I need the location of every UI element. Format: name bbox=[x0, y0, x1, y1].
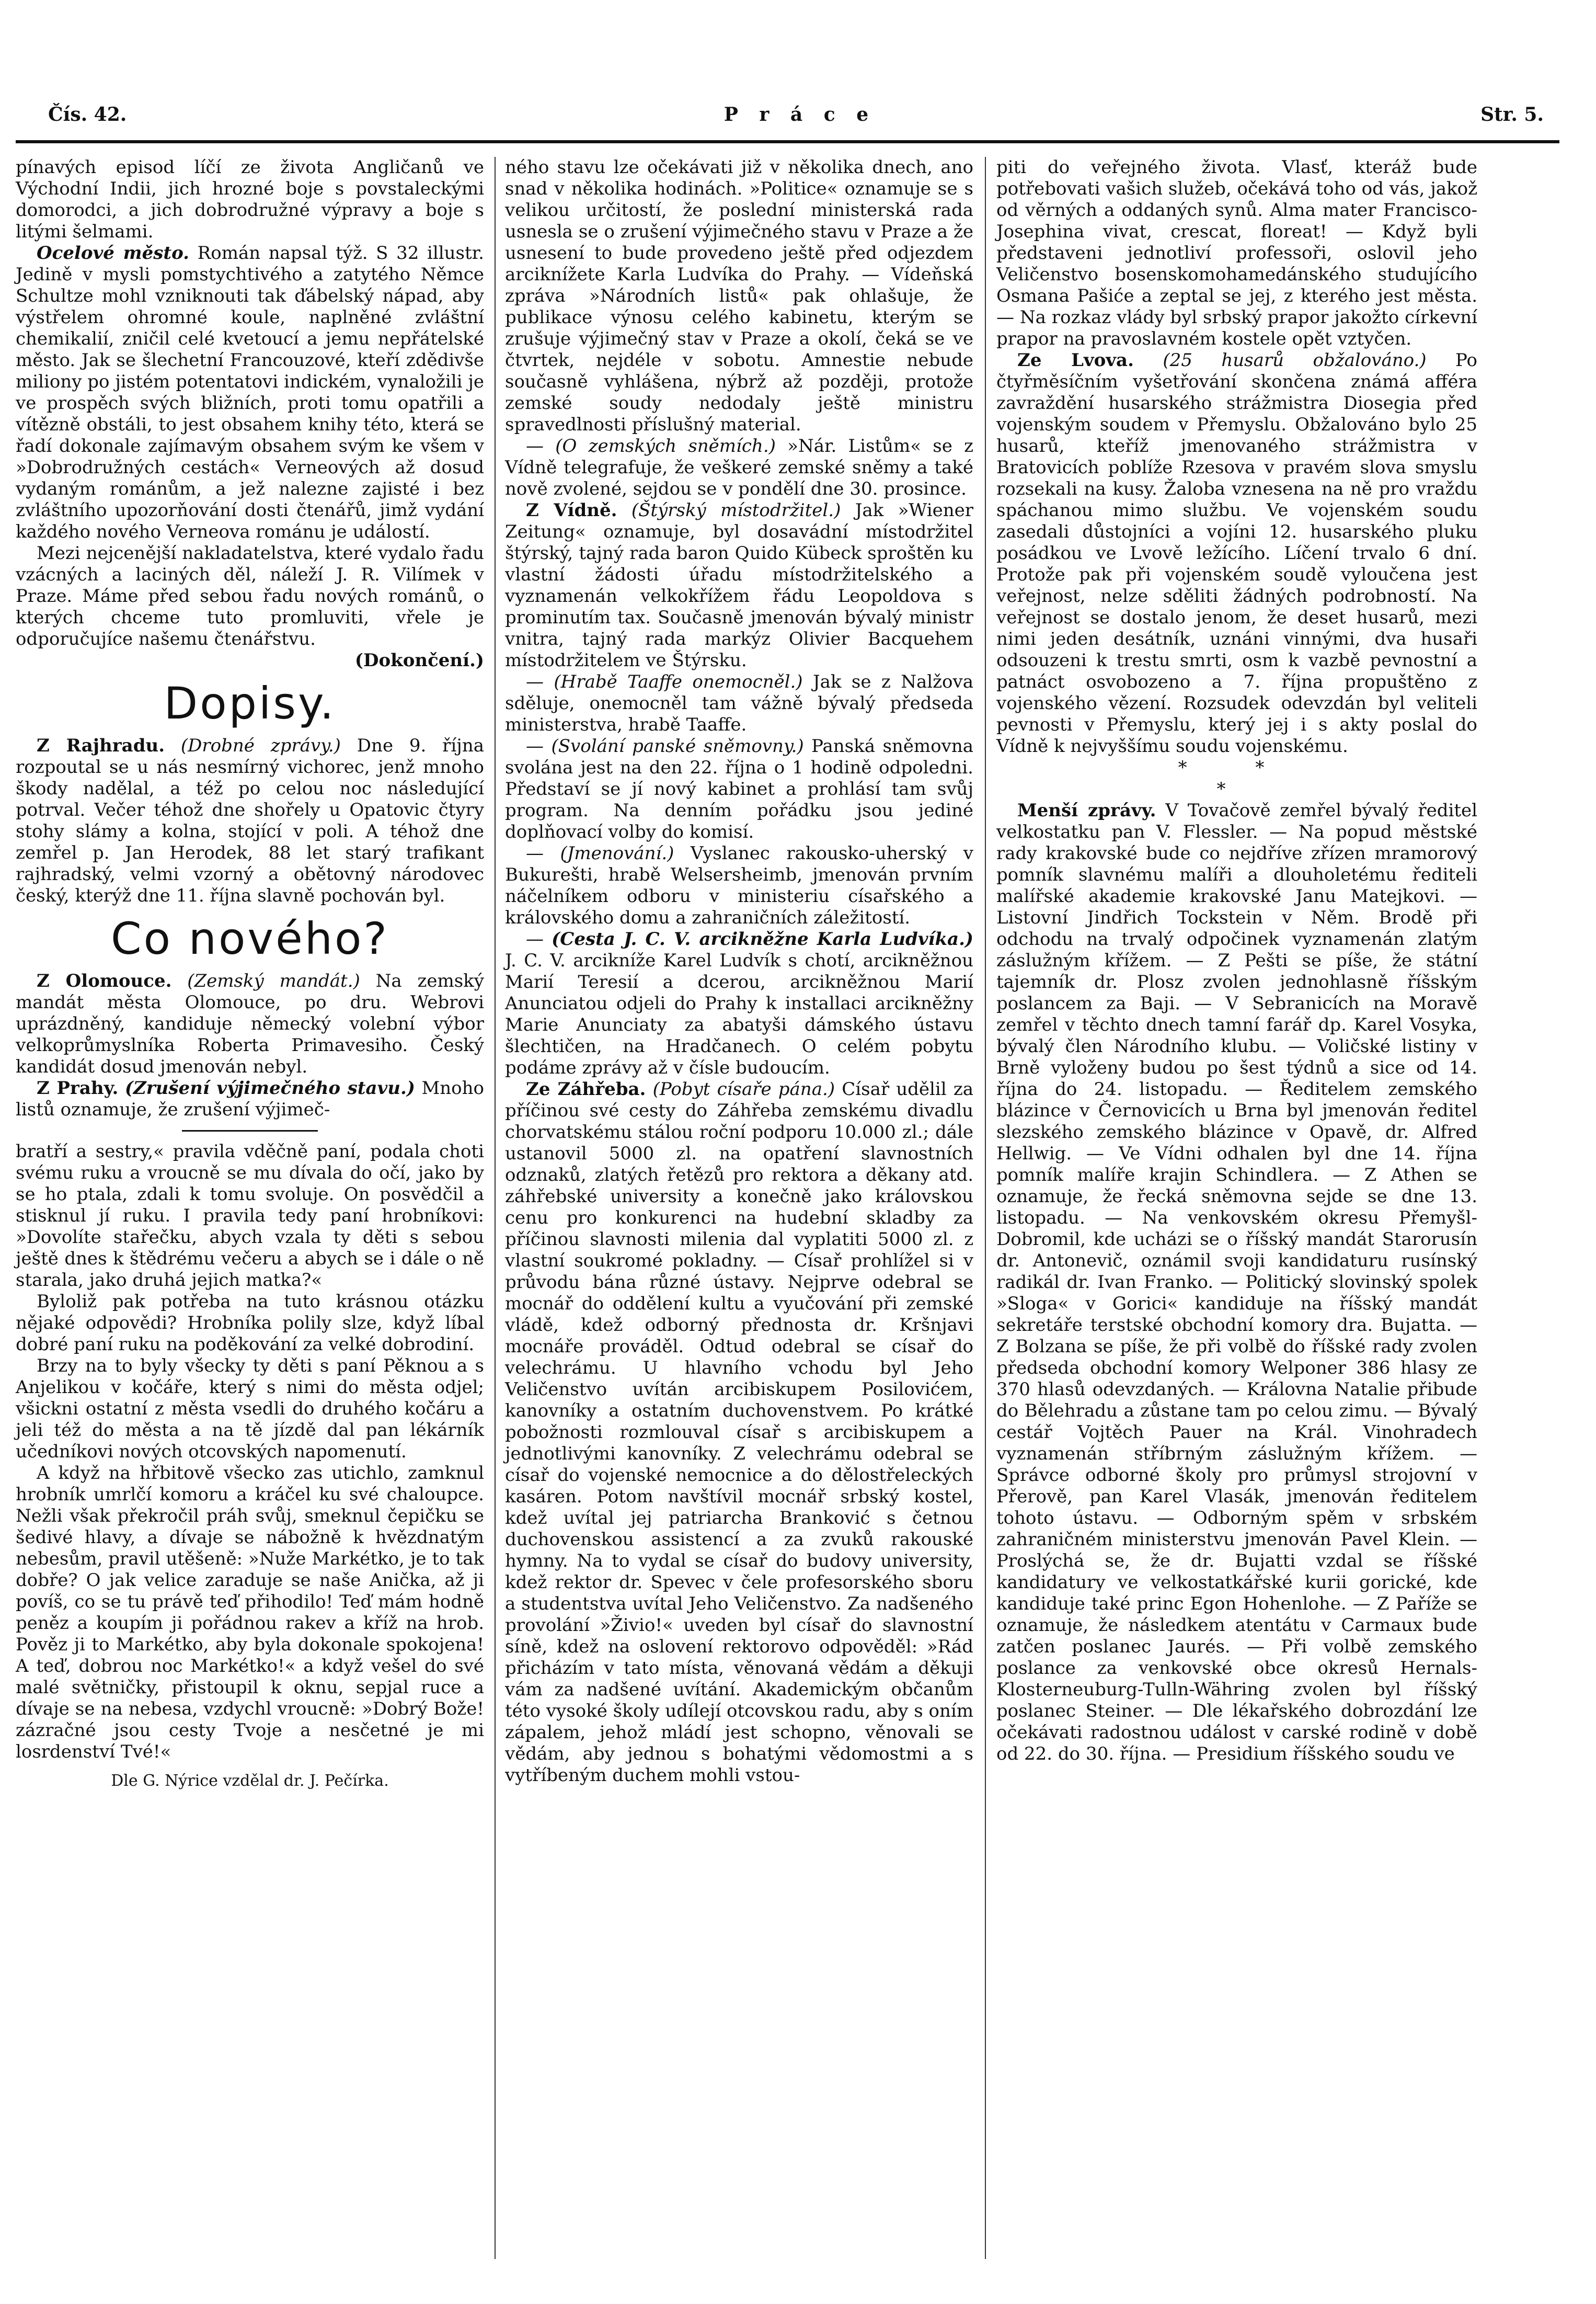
item-subtitle: (Pobyt císaře pána.) bbox=[652, 1079, 835, 1100]
continued-note: (Dokončení.) bbox=[354, 650, 484, 671]
article-paragraph bbox=[16, 243, 484, 543]
item-subtitle: (Zemský mandát.) bbox=[187, 971, 360, 991]
news-item bbox=[505, 500, 973, 671]
article-paragraph: pínavých episod líčí ze života Angličanů ve Východní Indii, jich hrozné boje s povstaleckými domorodci, a jich dobrodružné výpravy a boje s litými šelmami. bbox=[16, 157, 484, 242]
place-label: Z Rajhradu. bbox=[37, 735, 165, 756]
item-text: J. C. V. arcikníže Karel Ludvík s chotí, arcikněžnou Marií Teresií a dcerou, arcikněžnou Marií Anunciatou odjeli do Prahy k installaci arcikněžny Marie Anunciaty za abatyši dámského ústavu šlechtičen, na Hradčanech. O celém pobytu podáme zprávy až v čísle budoucím. bbox=[505, 950, 973, 1078]
story-paragraph: Brzy na to byly všecky ty děti s paní Pěknou a s Anjelikou v kočáře, který s nimi do města odjel; všickni ostatní z města vsedli do druhého kočáru a jeli též do města a na tě jízdě dal pan lékárník učedníkovi nových otcovských napomenutí. bbox=[16, 1355, 484, 1462]
news-item: — (Cesta J. C. V. arcikněžne Karla Ludvíka.) J. C. V. arcikníže Karel Ludvík s chotí, arcikněžnou Marií Teresií a dcerou, arcikněžnou Marií Anunciatou odjeli do Prahy k installaci arcikněžny Marie Anunciaty za abatyši dámského ústavu šlechtičen, na Hradčanech. O celém pobytu podáme zprávy až v čísle budoucím. bbox=[505, 929, 973, 1078]
news-item: — (Svolání panské sněmovny.) Panská sněmovna svolána jest na den 22. října o 1 hodině odpoledni. Představí se jí nový kabinet a prohlásí tam svůj program. Na denním pořádku jsou jediné doplňovací volby do komisí. bbox=[505, 736, 974, 842]
story-attribution: Dle G. Nýrice vzdělal dr. J. Pečírka. bbox=[111, 1772, 389, 1790]
item-subtitle: (Štýrský místodržitel.) bbox=[631, 500, 841, 521]
item-text: Mnoho listů oznamuje, že zrušení výjimeč- bbox=[16, 1078, 485, 1120]
column-3 bbox=[996, 157, 1477, 1765]
item-subtitle: (Svolání panské sněmovny.) bbox=[551, 736, 804, 757]
book-title: Ocelové město. bbox=[37, 243, 189, 264]
news-item bbox=[505, 1079, 973, 1786]
place-label: Ze Lvova. bbox=[1017, 350, 1134, 371]
item-subtitle: (Cesta J. C. V. arcikněžne Karla Ludvíka.) bbox=[552, 929, 973, 950]
item-subtitle: (O zemských sněmích.) bbox=[555, 436, 776, 457]
news-item bbox=[16, 971, 484, 1078]
item-text: Na zemský mandát města Olomouce, po dru. Webrovi uprázdněný, kandiduje německý volební výbor velkoprůmyslníka Roberta Primavesiho. Český kandidát dosud jmenován nebyl. bbox=[16, 971, 484, 1077]
news-item bbox=[996, 350, 1477, 757]
section-heading-co-noveho: Co nového? bbox=[111, 913, 389, 964]
item-text: Panská sněmovna svolána jest na den 22. října o 1 hodině odpoledni. Představí se jí nový kabinet a prohlásí tam svůj program. Na denním pořádku jsou jediné doplňovací volby do komisí. bbox=[505, 736, 974, 842]
item-subtitle: (Drobné zprávy.) bbox=[180, 735, 341, 756]
article-paragraph: Mezi nejcenější nakladatelstva, které vydalo řadu vzácných a laciných děl, náleží J. R. Vilímek v Praze. Máme před sebou řadu nových románů, o kterých chceme tuto promluviti, vřele je odporučujíce našemu čtenářstvu. bbox=[16, 543, 484, 649]
place-label: Z Prahy. bbox=[37, 1078, 119, 1099]
item-text: Jak »Wiener Zeitung« oznamuje, byl dosavádní místodržitel štýrský, tajný rada baron Quido Kübeck sproštěn ku vlastní žádosti úřadu místodržitelského a vyznamenán velkokřížem řádu Leopoldova s prominutím tax. Současně jmenován bývalý ministr vnitra, tajný rada markýz Olivier Bacquehem místodržitelem ve Štýrsku. bbox=[505, 500, 973, 671]
masthead-title: P r á c e bbox=[724, 104, 876, 126]
column-1 bbox=[16, 157, 484, 1792]
news-item: — (Hrabě Taaffe onemocněl.) Jak se z Nalžova sděluje, onemocněl tam vážně bývalý předseda ministerstva, hrabě Taaffe. bbox=[505, 671, 973, 735]
item-text: Po čtyřměsíčním vyšetřování skončena známá afféra zavraždění husarského strážmistra Diosegia před vojenským soudem v Přemyslu. Obžalováno bylo 25 husarů, kteříž jmenovaného strážmistra v Bratovicích poblíže Rzesova v pravém slova smyslu rozsekali na kusy. Žaloba vznesena na ně pro vraždu spáchanou mimo službu. Ve vojenském soudu zasedali důstojníci a vojíni 12. husarského pluku posádkou ve Lvově ležícího. Líčení trvalo 6 dní. Protože pak při vojenském soudě vyloučena jest veřejnost, nelze sděliti žádných podrobností. Na veřejnost se dostalo jenom, že deset husarů, mezi nimi jeden desátník, uznáni vinnými, dva husaři odsouzeni k trestu smrti, osm k vazbě pevnostní a patnáct osvobozeno a 7. října propuštěno z vojenského vězení. Rozsudek odevzdán byl veliteli pevnosti v Přemyslu, který jej i s akty poslal do Vídně k nejvyššímu soudu vojenskému. bbox=[996, 350, 1478, 757]
column-divider-2 bbox=[985, 157, 986, 2259]
place-label: Z Vídně. bbox=[526, 500, 617, 521]
place-label: Z Olomouce. bbox=[37, 971, 172, 991]
item-subtitle: (Jmenování.) bbox=[560, 843, 674, 864]
place-label: Ze Záhřeba. bbox=[526, 1079, 646, 1100]
item-text: Jak se z Nalžova sděluje, onemocněl tam vážně bývalý předseda ministerstva, hrabě Taaffe. bbox=[505, 671, 973, 735]
paragraph-text: Román napsal týž. S 32 illustr. Jedině v mysli pomstychtivého a zatytého Němce Schultze mohl vzniknouti tak ďábelský nápad, aby výstřelem ohromné koule, naplněné zvláštní chemikalií, zničil celé kvetoucí a jemu nepřátelské město. Jak se šlechetní Francouzové, kteří zdědivše miliony po jistém potentatovi indickém, vynaložili je ve prospěch svých bližních, proti tomu opatřili a vítězně obstáli, to jest obsahem knihy této, která se řadí dokonale zajímavým obsahem svým ke všem v »Dobrodružných cestách« Verneových až dosud vydaným románům, a jež nalezne zajisté i bez zvláštního upozorňování dosti čtenářů, jimž vydání každého nového Verneova románu je událostí. bbox=[16, 243, 484, 542]
section-heading-dopisy: Dopisy. bbox=[164, 678, 336, 729]
item-text: V Tovačově zemřel bývalý ředitel velkostatku pan V. Flessler. — Na popud městské rady krakovské bude co nejdříve zřízen mramorový pomník slavnému malíři a dlouholetému řediteli malířské akademie krakovské Janu Matejkovi. — Listovní Jindřich Tockstein v Něm. Brodě při odchodu na trvalý odpočinek vyznamenán zlatým záslužným křížem. — Z Pešti se píše, že státní tajemník dr. Plosz zvolen jednohlasně říšským poslancem za Baji. — V Sebranicích na Moravě zemřel v těchto dnech tamní farář dp. Karel Vosyka, bývalý člen Národního klubu. — Voličské listiny v Brně vyloženy budou po šest týdnů a sice od 14. října do 24. listopadu. — Ředitelem zemského blázince v Černovicích u Brna byl jmenován ředitel slezského zemského blázince v Opavě, dr. Alfred Hellwig. — Ve Vídni odhalen byl dne 14. října pomník malíře krajin Schindlera. — Z Athen se oznamuje, že řecká sněmovna sejde se dne 13. listopadu. — Na venkovském okresu Přemyšl-Dobromil, kde ucházi se o říšský mandát Starorusín dr. Antonevič, oznámil svoji kandidaturu rusínský radikál dr. Ivan Franko. — Politický slovinský spolek »Sloga« v Gorici« kandiduje na říšský mandát sekretáře terstské obchodní komory dra. Bujatta. — Z Bolzana se píše, že při volbě do říšské rady zvolen předseda obchodní komory Welponer 386 hlasy ze 370 hlasů odevzdaných. — Královna Natalie přibude do Bělehradu a zůstane tam po celou zimu. — Bývalý cestář Vojtěch Pauer na Král. Vinohradech vyznamenán stříbrným záslužným křížem. — Správce odborné školy pro průmysl strojovní v Přerově, pan Karel Vlasák, jmenován ředitelem tohoto ústavu. — Odborným spěm v srbském zahraničném ministerstvu jmenován Pavel Klein. — Proslýchá se, že dr. Bujatti vzdal se říšské kandidatury ve velkostatkářské kurii gorické, kde kandiduje také princ Egon Hohenlohe. — Z Paříže se oznamuje, že následkem atentátu v Carmaux bude zatčen poslanec Jaurés. — Při volbě zemského poslance za venkovské obce okresů Hernals-Klosterneuburg-Tulln-Währing zvolen byl říšský poslanec Steiner. — Dle lékařského dobrozdání lze očekávati radostnou událost v carské rodině v době od 22. do 30. října. — Presidium říšského soudu ve bbox=[996, 800, 1477, 1764]
header-rule bbox=[16, 140, 1559, 143]
column-divider-1 bbox=[495, 157, 496, 2259]
item-text: Císař udělil za příčinou své cesty do Záhřeba zemskému divadlu chorvatskému stálou roční podporu 10.000 zl.; dále ustanovil 5000 zl. na opatření slavnostních odznaků, zlatých řetězů pro rektora a děkany atd. záhřebské university a konečně jako královskou cenu pro konkurenci na hudební skladby za příčinou slavnosti milenia dal vyplatiti 5000 zl. z vlastní soukromé pokladny. — Císař prohlížel si v průvodu bána různé ústavy. Nejprve odebral se mocnář do oddělení kultu a vyučování při zemské vládě, kdež odborný přednosta dr. Kršnjavi mocnáře prováděl. Odtud odebral se císař do velechrámu. U hlavního vchodu byl Jeho Veličenstvo uvítán arcibiskupem Posilovićem, kanovníky a ostatním duchovenstvem. Po krátké pobožnosti rozmlouval císař s arcibiskupem a jednotlivými kanovníky. Z velechrámu odebral se císař do vojenské nemocnice a do dělostřeleckých kasáren. Potom navštívil mocnář srbský kostel, kdež uvítal jej patriarcha Branković s četnou duchovenskou assistencí a za zvuků rakouské hymny. Na to vydal se císař do budovy university, kdež rektor dr. Spevec v čele profesorského sboru a studentstva uvítal Jeho Veličenstvo. Za nadšeného provolání »Živio!« uveden byl císař do slavnostní síně, kdež na oslovení rektorovo odpověděl: »Rád přicházím v tato místa, věnovaná vědám a děkuji vám za nadšené uvítání. Akademickým občanům této vysoké školy udílejí otcovskou radu, aby s oním zápalem, jehož mládí jest schopno, věnovali se vědám, aby jednou s bohatými vědomostmi a s vytříbeným duchem mohli vstou- bbox=[505, 1079, 974, 1786]
news-paragraph: piti do veřejného života. Vlasť, kteráž bude potřebovati vašich služeb, očekává toho od vás, jakož od věrných a oddaných synů. Alma mater Francisco-Josephina vivat, crescat, floreat! — Když byli představeni jednotliví professoři, oslovil jeho Veličenstvo bosenskomohamedánského studujícího Osmana Pašiće a zeptal se jej, z kterého jest města. — Na rozkaz vlády byl srbský prapor jakožto církevní prapor na pravoslavném kostele opět vztyčen. bbox=[996, 157, 1477, 349]
column-2 bbox=[505, 157, 973, 1786]
item-subtitle: (25 husarů obžalováno.) bbox=[1163, 350, 1427, 371]
news-item: — (O zemských sněmích.) »Nár. Listům« se z Vídně telegrafuje, že veškeré zemské sněmy a také nově zvolené, sejdou se v pondělí dne 30. prosince. bbox=[505, 436, 973, 499]
asterism-divider: * * * bbox=[1178, 757, 1296, 800]
section-rule bbox=[182, 1130, 318, 1132]
story-paragraph: bratří a sestry,« pravila vděčně paní, podala choti svému ruku a vroucně se mu dívala do očí, jako by se ho ptala, zdali k tomu svoluje. On posvědčil a stisknul jí ruku. I pravila tedy paní hrobníkovi: »Dovolíte stařečku, abych vzala ty děti s sebou ještě dnes k štědrému večeru a abych se i dále o ně starala, jako druhá jejich matka?« bbox=[16, 1141, 484, 1291]
item-text: »Nár. Listům« se z Vídně telegrafuje, že veškeré zemské sněmy a také nově zvolené, sejdou se v pondělí dne 30. prosince. bbox=[505, 436, 973, 499]
place-label: Menší zprávy. bbox=[1017, 800, 1156, 821]
news-item bbox=[16, 735, 484, 907]
item-text: Vyslanec rakousko-uherský v Bukurešti, hrabě Welsersheimb, jmenován prvním náčelníkem odboru v ministeriu císařského a královského domu a zahraničních záležitostí. bbox=[505, 843, 973, 928]
issue-number: Čís. 42. bbox=[48, 104, 127, 126]
news-paragraph: ného stavu lze očekávati již v několika dnech, ano snad v několika hodinách. »Politice« oznamuje se s velikou určitostí, že poslední ministerská rada usnesla se o zrušení výjimečného stavu v Praze a že usnesení to bude provedeno ještě před odjezdem arciknížete Karla Ludvíka do Prahy. — Vídeňská zpráva »Národních listů« pak ohlašuje, že publikace výnosu celého kabinetu, kterým se zrušuje výjimečný stav v Praze a okolí, čeká se ve čtvrtek, nejdéle v sobotu. Amnestie nebude současně vyhlášena, nýbrž až později, protože zemské soudy nedodaly ještě ministru spravedlnosti příslušný material. bbox=[505, 157, 973, 435]
page-number: Str. 5. bbox=[1480, 104, 1544, 126]
story-paragraph: A když na hřbitově všecko zas utichlo, zamknul hrobník umrlčí komoru a kráčel ku své chaloupce. Nežli však překročil práh svůj, smeknul čepičku se šedivé hlavy, a dívaje se nábožně k hvězdnatým nebesům, pravil utěšeně: »Nuže Markétko, je to tak dobře? O jak velice zaraduje se naše Anička, až ji povíš, co se tu právě teď přihodilo! Teď mám hodně peněz a koupím ji pořádnou rakev a kříž na hrob. Pověz ji to Markétko, aby byla dokonale spokojena! A teď, dobrou noc Markétko!« a když vešel do své malé světničky, přistoupil k oknu, sepjal ruce a dívaje se na nebesa, vzdychl vroucně: »Dobrý Bože! zázračné jsou cesty Tvoje a nesčetné je mi losrdenství Tvé!« bbox=[16, 1463, 484, 1762]
item-subtitle: (Hrabě Taaffe onemocněl.) bbox=[554, 671, 803, 692]
news-item bbox=[16, 1078, 484, 1121]
item-text: Dne 9. října rozpoutal se u nás nesmírný vichorec, jenž mnoho škody nadělal, a též po celou noc následující potrval. Večer téhož dne shořely u Opatovic čtyry stohy slámy a kolna, stojící v poli. A téhož dne zemřel p. Jan Herodek, 88 let starý trafikant rajhradský, velmi vzorný a obětovný národovec český, kterýž dne 11. října slavně pochován byl. bbox=[16, 735, 485, 906]
news-item bbox=[996, 800, 1477, 1765]
item-subtitle: (Zrušení výjimečného stavu.) bbox=[124, 1078, 415, 1099]
news-item: — (Jmenování.) Vyslanec rakousko-uherský v Bukurešti, hrabě Welsersheimb, jmenován prvním náčelníkem odboru v ministeriu císařského a královského domu a zahraničních záležitostí. bbox=[505, 843, 973, 928]
story-paragraph: Byloliž pak potřeba na tuto krásnou otázku nějaké odpovědi? Hrobníka polily slze, když líbal dobré paní ruku na poděkování za velké dobrodiní. bbox=[16, 1291, 484, 1355]
